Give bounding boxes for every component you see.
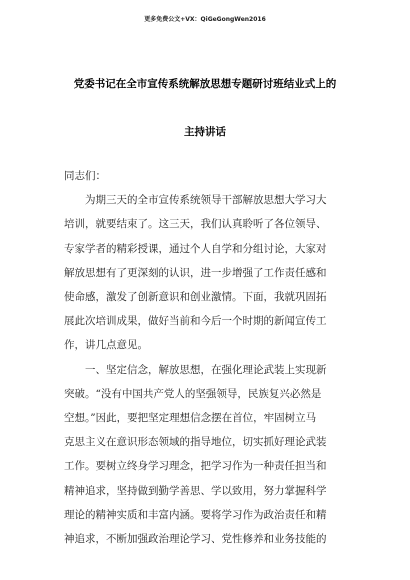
- paragraph-line: 展此次培训成果，做好当前和今后一个时期的新闻宣传工: [64, 315, 327, 328]
- paragraph-line: 为期三天的全市宣传系统领导干部解放思想大学习大: [85, 194, 327, 207]
- paragraph-line: 空想。”因此，要把坚定理想信念摆在首位，牢固树立马: [64, 412, 317, 425]
- paragraph-line: 克思主义在意识形态领域的指导地位，切实抓好理论武装: [64, 436, 327, 449]
- document-subtitle: 主持讲话: [184, 126, 226, 138]
- document-title: 党委书记在全市宣传系统解放思想专题研讨班结业式上的: [73, 78, 337, 90]
- paragraph-line: 神追求，不断加强政治理论学习、党性修养和业务技能的: [64, 533, 327, 546]
- paragraph-line: 作，讲几点意见。: [64, 339, 148, 352]
- paragraph-line: 解放思想有了更深刻的认识，进一步增强了工作责任感和: [64, 266, 327, 279]
- paragraph-line: 精神追求，坚持做到勤学善思、学以致用，努力掌握科学: [64, 484, 327, 497]
- paragraph-line: 使命感，激发了创新意识和创业激情。下面，我就巩固拓: [64, 291, 327, 304]
- paragraph-line: 培训，就要结束了。这三天，我们认真聆听了各位领导、: [64, 218, 327, 231]
- paragraph-line: 工作。要树立终身学习理念，把学习作为一种责任担当和: [64, 460, 327, 473]
- paragraph-line: 专家学者的精彩授课，通过个人自学和分组讨论，大家对: [64, 242, 327, 255]
- paragraph-line: 一、坚定信念，解放思想，在强化理论武装上实现新: [85, 363, 327, 376]
- page-header-note: 更多免费公文+VX：QiGeGongWen2016: [144, 16, 266, 23]
- paragraph-line: 突破。“没有中国共产党人的坚强领导，民族复兴必然是: [64, 387, 322, 400]
- paragraph-1: [64, 188, 354, 357]
- document-body: [64, 164, 354, 551]
- paragraph-line: 理论的精神实质和丰富内涵。要将学习作为政治责任和精: [64, 508, 327, 521]
- paragraph-2: [64, 358, 354, 552]
- salutation: 同志们：: [64, 170, 106, 182]
